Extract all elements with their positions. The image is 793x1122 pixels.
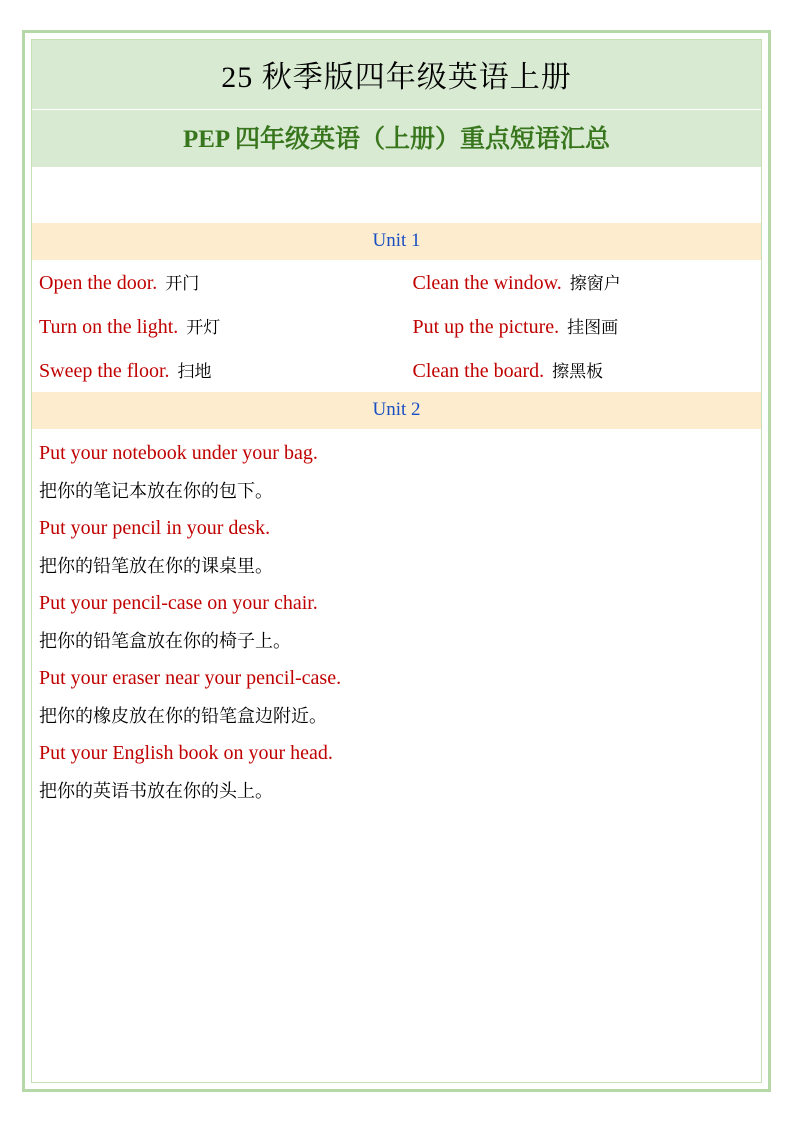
phrase-cell xyxy=(397,313,762,339)
phrase-chinese: 扫地 xyxy=(177,362,212,382)
table-row xyxy=(32,260,761,304)
spacer xyxy=(32,167,761,223)
document-title: 25 秋季版四年级英语上册 xyxy=(32,40,761,109)
phrase-chinese: 擦黑板 xyxy=(552,362,604,382)
phrase-english: Put your eraser near your pencil-case. xyxy=(39,667,342,689)
phrase-chinese: 把你的笔记本放在你的包下。 xyxy=(39,481,273,502)
document-subtitle: PEP 四年级英语（上册）重点短语汇总 xyxy=(32,109,761,167)
phrase-cell xyxy=(32,313,397,339)
phrase-english: Sweep the floor. xyxy=(39,360,170,382)
phrase-cell xyxy=(32,269,397,295)
phrase-chinese: 挂图画 xyxy=(567,318,619,338)
phrase-english: Turn on the light. xyxy=(39,316,179,338)
page-inner-border xyxy=(31,39,762,1083)
phrase-cell xyxy=(32,357,397,383)
phrase-chinese: 开灯 xyxy=(186,318,221,338)
phrase-chinese: 开门 xyxy=(165,274,200,294)
unit-1-rows xyxy=(32,260,761,392)
table-row xyxy=(32,348,761,392)
phrase-chinese: 把你的铅笔放在你的课桌里。 xyxy=(39,556,273,577)
phrase-english: Put your pencil-case on your chair. xyxy=(39,592,318,614)
phrase-chinese: 擦窗户 xyxy=(569,274,621,294)
table-row xyxy=(32,304,761,348)
phrase-english: Open the door. xyxy=(39,272,158,294)
phrase-chinese: 把你的橡皮放在你的铅笔盒边附近。 xyxy=(39,706,327,727)
phrase-english: Clean the board. xyxy=(412,360,545,382)
phrase-cell xyxy=(397,269,762,295)
phrase-english: Put up the picture. xyxy=(412,316,560,338)
unit-heading-1: Unit 1 xyxy=(32,223,761,260)
unit-2-rows xyxy=(32,429,761,814)
phrase-english: Put your pencil in your desk. xyxy=(39,517,271,539)
phrase-english: Put your English book on your head. xyxy=(39,742,333,764)
phrase-chinese: 把你的英语书放在你的头上。 xyxy=(39,781,273,802)
phrase-chinese: 把你的铅笔盒放在你的椅子上。 xyxy=(39,631,291,652)
phrase-cell xyxy=(397,357,762,383)
unit-heading-2: Unit 2 xyxy=(32,392,761,429)
phrase-english: Put your notebook under your bag. xyxy=(39,442,318,464)
phrase-english: Clean the window. xyxy=(412,272,562,294)
page-outer-border xyxy=(22,30,771,1092)
